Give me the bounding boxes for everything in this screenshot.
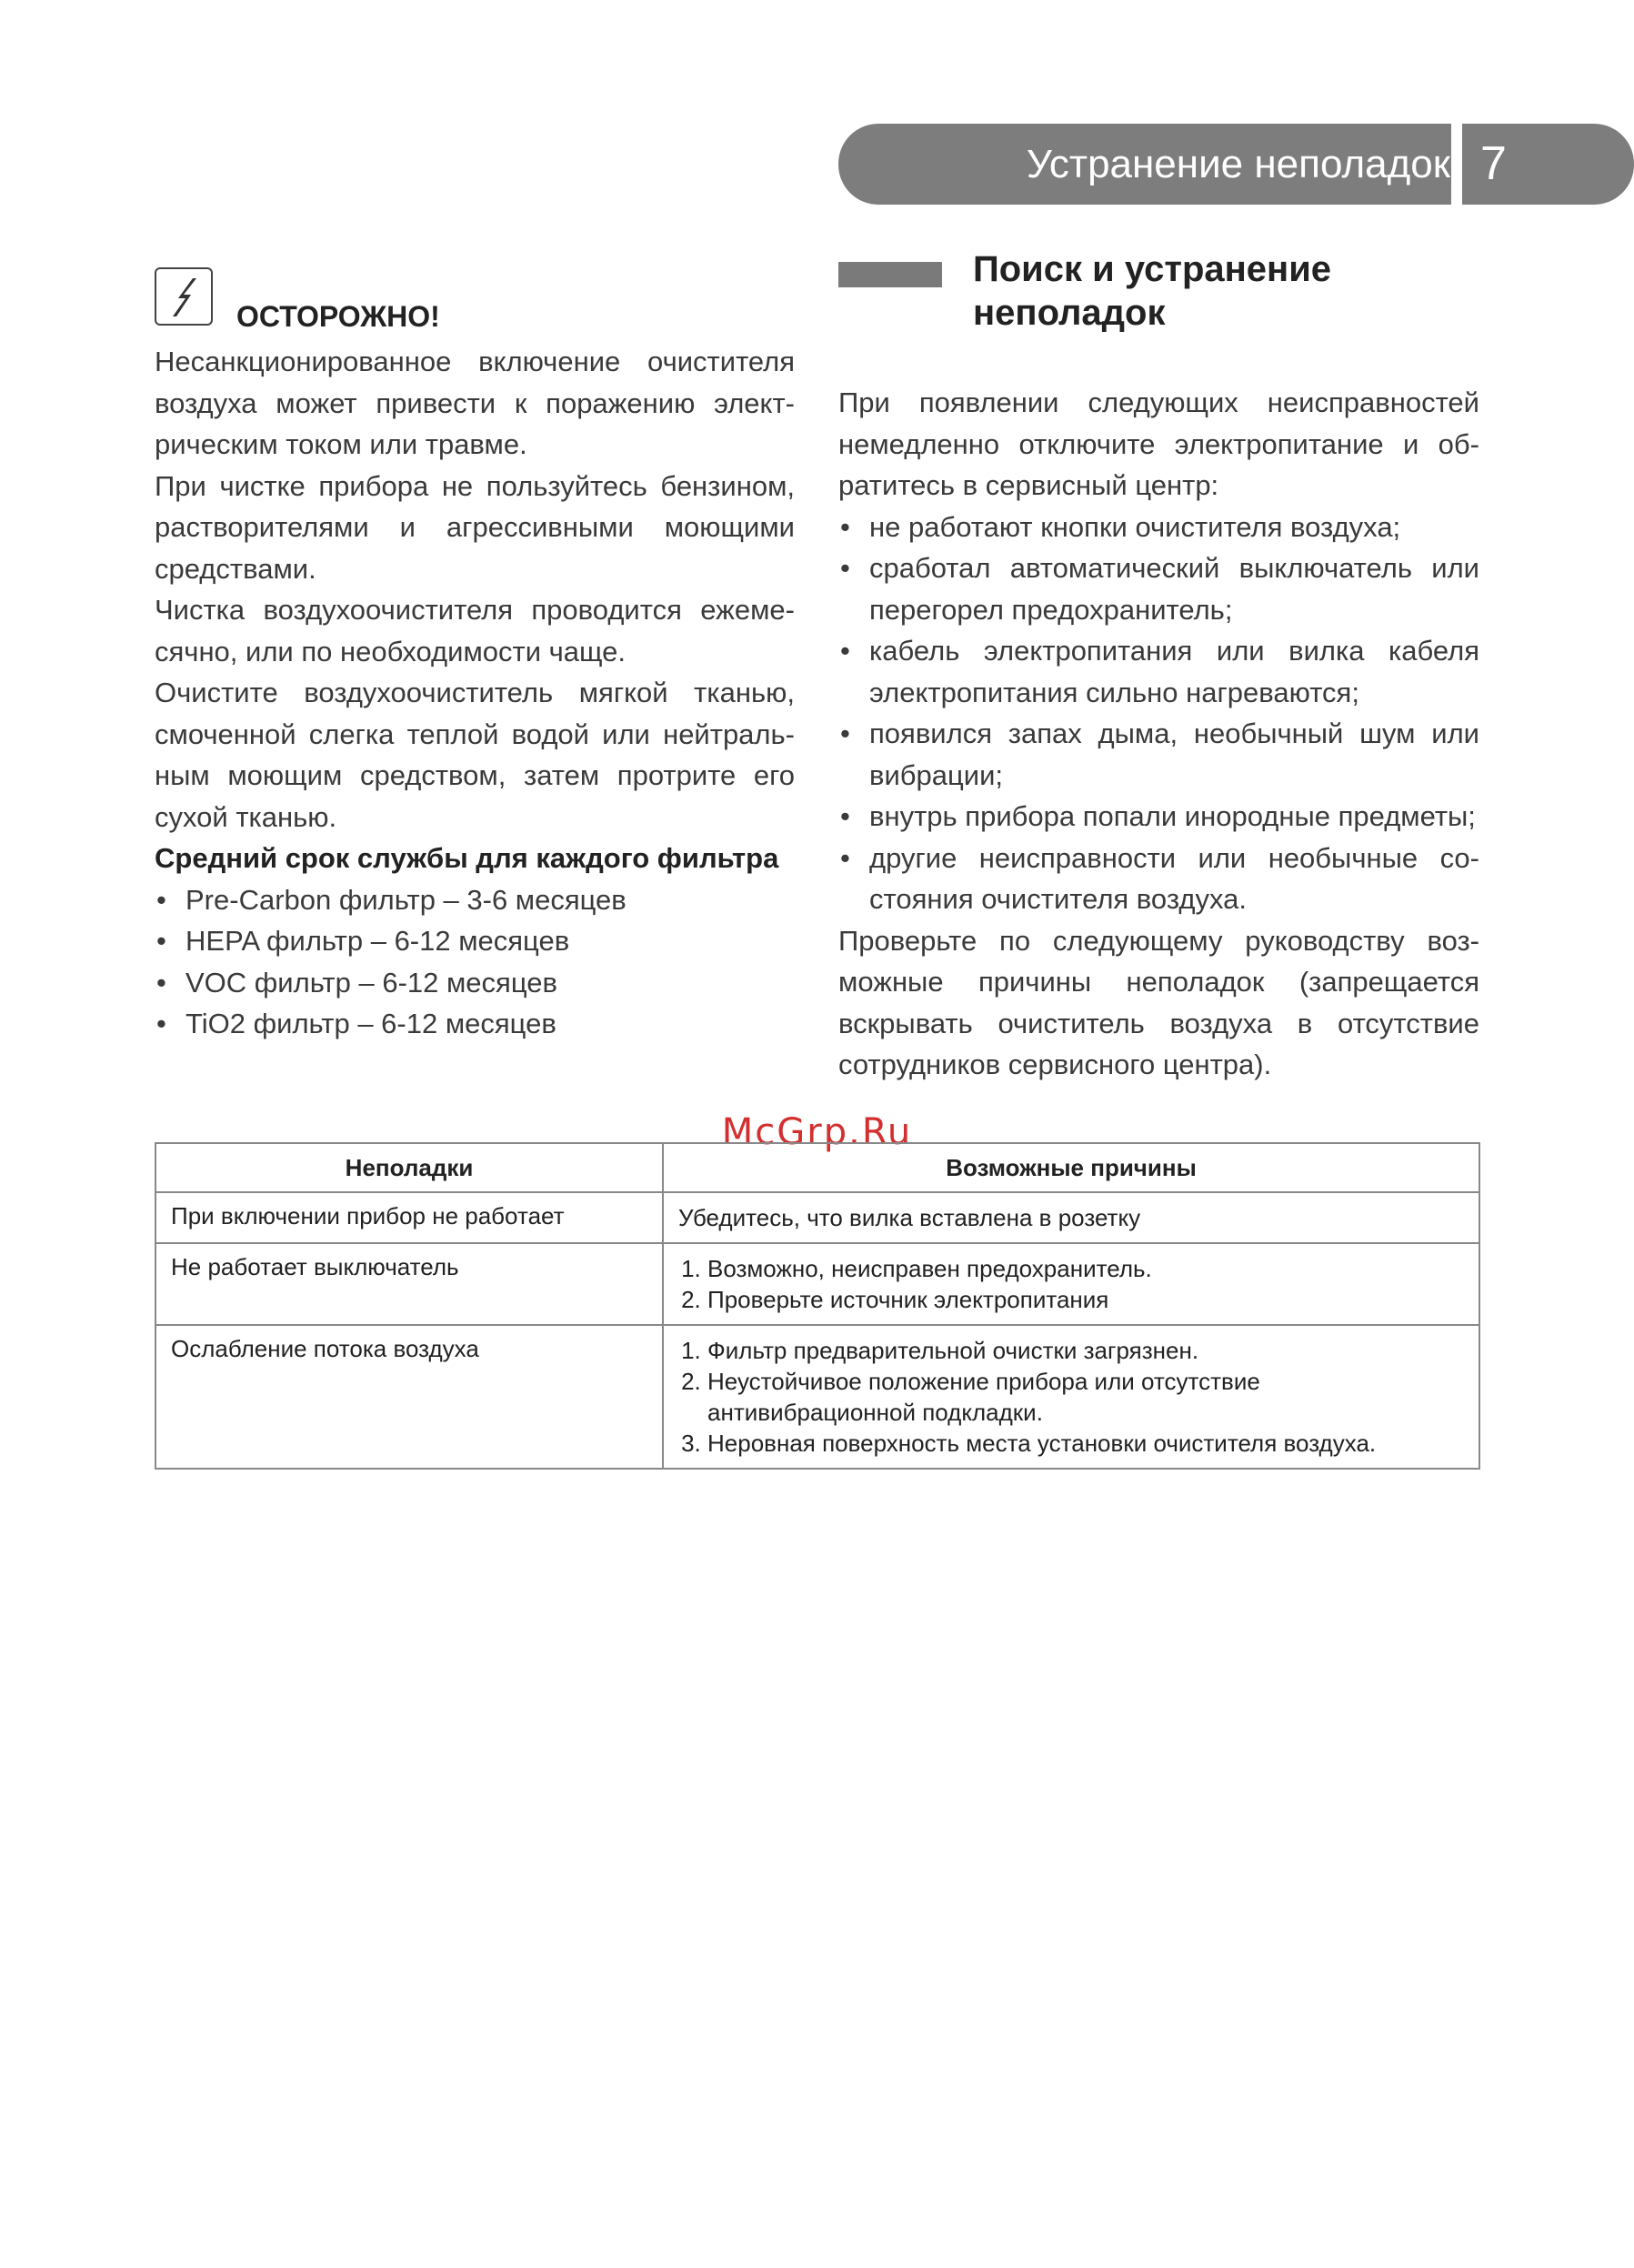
list-item: • HEPA фильтр – 6-12 месяцев xyxy=(155,920,795,962)
header-tab xyxy=(838,124,1634,205)
cause-cell xyxy=(663,1325,1479,1469)
list-item: • другие неисправности или необычные состояния очистителя воздуха. xyxy=(838,838,1479,920)
section-heading xyxy=(973,247,1331,335)
filter-lifetime-list xyxy=(155,879,795,1045)
table-row xyxy=(155,1325,1479,1469)
caution-paragraph: Очистите воздухоочиститель мягкой тканью, смоченной слегка теплой водой или нейтральным моющим средством, затем протрите его сухой тканью. xyxy=(155,677,795,833)
problem-cell: Не работает выключатель xyxy=(155,1243,663,1325)
caution-paragraph: При чистке прибора не пользуйтесь бензином, растворителями и агрессивными моющими средствами. xyxy=(155,469,795,585)
column-header-causes: Возможные причины xyxy=(663,1143,1479,1192)
page-number: 7 xyxy=(1480,137,1507,190)
cause-cell: Убедитесь, что вилка вставлена в розетку xyxy=(663,1192,1479,1243)
table-header-row xyxy=(155,1143,1479,1192)
section-heading-line: Поиск и устранение xyxy=(973,249,1332,289)
list-item: • Pre-Carbon фильтр – 3-6 месяцев xyxy=(155,879,795,921)
troubleshooting-body xyxy=(838,382,1479,1086)
table-row xyxy=(155,1192,1479,1243)
list-item: • сработал автоматический выключатель или перегорел предохранитель; xyxy=(838,547,1479,630)
list-item: • появился запах дыма, необычный шум или вибрации; xyxy=(838,713,1479,796)
intro-paragraph: При появлении следующих неисправностей немедленно отключите электропитание и обратитесь в сервисный центр: xyxy=(838,386,1479,501)
list-item: • TiO2 фильтр – 6-12 месяцев xyxy=(155,1003,795,1045)
cause-item: 3. Неровная поверхность места установки очистителя воздуха. xyxy=(707,1428,1464,1459)
outro-paragraph: Проверьте по следующему руководству возможные причины неполадок (запрещается вскрывать очиститель воздуха в отсутствие сотрудников сервисного центра). xyxy=(838,924,1479,1080)
electric-shock-warning-icon xyxy=(155,267,213,326)
list-item: • кабель электропитания или вилка кабеля электропитания сильно нагреваются; xyxy=(838,630,1479,713)
header-divider xyxy=(1451,124,1462,205)
caution-body xyxy=(155,341,795,1045)
caution-title: ОСТОРОЖНО! xyxy=(236,300,440,333)
section-marker-bar xyxy=(838,262,942,287)
cause-cell xyxy=(663,1243,1479,1325)
fault-list xyxy=(838,507,1479,920)
cause-item: 1. Фильтр предварительной очистки загрязнен. xyxy=(707,1335,1464,1366)
column-header-problems: Неполадки xyxy=(155,1143,663,1192)
caution-paragraph: Несанкционированное включение очистителя воздуха может привести к поражению электрическим током или травме. xyxy=(155,346,795,460)
watermark: McGrp.Ru xyxy=(721,1111,913,1153)
cause-item: 1. Возможно, неисправен предохранитель. xyxy=(707,1253,1464,1284)
cause-item: 2. Неустойчивое положение прибора или отсутствие антивибрационной подкладки. xyxy=(707,1366,1464,1428)
table-row xyxy=(155,1243,1479,1325)
list-item: • VOC фильтр – 6-12 месяцев xyxy=(155,962,795,1004)
section-title: Устранение неполадок xyxy=(1026,142,1450,186)
list-item: • не работают кнопки очистителя воздуха; xyxy=(838,507,1479,548)
problem-cell: При включении прибор не работает xyxy=(155,1192,663,1243)
cause-item: 2. Проверьте источник электропитания xyxy=(707,1284,1464,1315)
list-item: • внутрь прибора попали инородные предметы; xyxy=(838,796,1479,838)
caution-paragraph: Чистка воздухоочистителя проводится ежемесячно, или по необходимости чаще. xyxy=(155,594,795,667)
troubleshooting-table xyxy=(155,1142,1480,1470)
problem-cell: Ослабление потока воздуха xyxy=(155,1325,663,1469)
section-heading-line: неполадок xyxy=(973,293,1166,333)
filters-subheading: Средний срок службы для каждого фильтра xyxy=(155,842,779,874)
